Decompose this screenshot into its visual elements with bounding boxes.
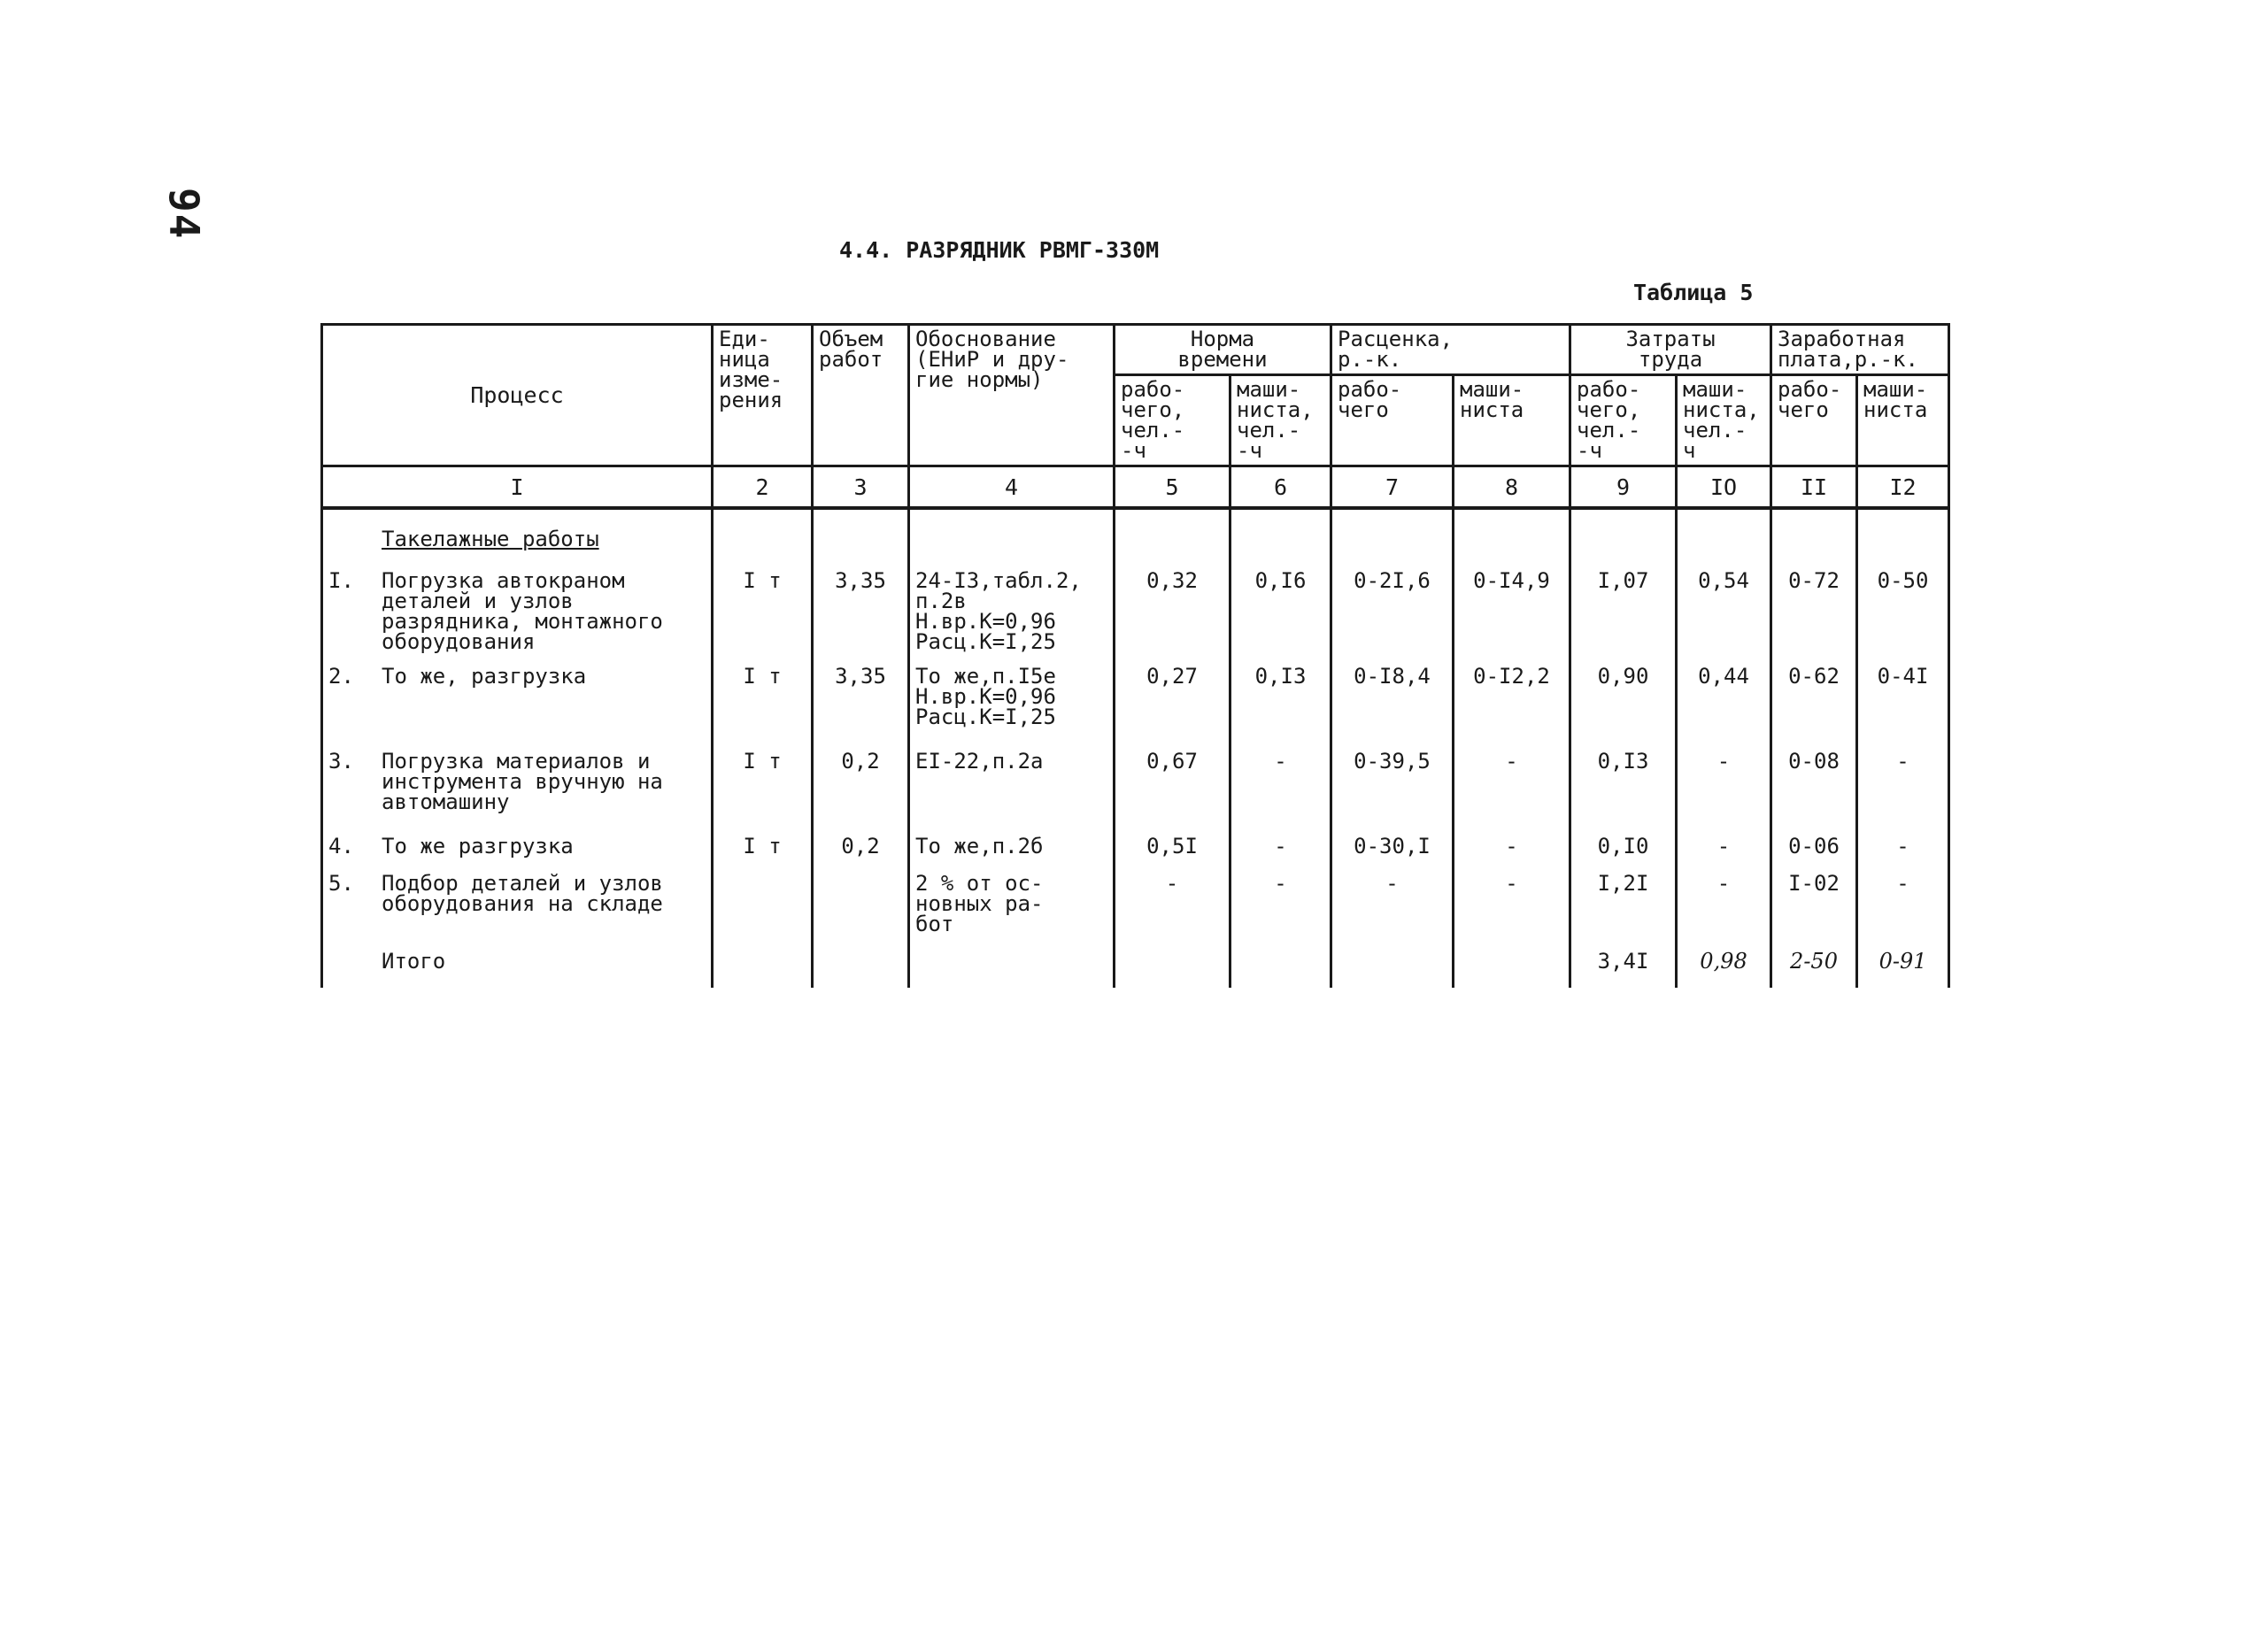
column-number: 5 [1115, 466, 1230, 509]
header-salary: Заработная плата,р.-к. [1771, 325, 1949, 375]
row-salary-machinist: - [1857, 870, 1949, 943]
row-norm-machinist: - [1230, 748, 1331, 833]
row-process: Погрузка материалов и инструмента вручную на автомашину [382, 749, 663, 814]
row-process: То же, разгрузка [382, 664, 587, 689]
row-norm-worker: 0,32 [1115, 567, 1230, 663]
row-unit: I т [713, 567, 813, 663]
header-salary-worker: рабо- чего [1771, 375, 1857, 466]
row-norm-machinist: - [1230, 870, 1331, 943]
row-basis: 2 % от ос- новных ра- бот [909, 870, 1115, 943]
row-labor-machinist: 0,44 [1677, 663, 1771, 748]
row-process: Подбор деталей и узлов оборудования на складе [382, 871, 663, 916]
column-number: 9 [1570, 466, 1677, 509]
header-rate-worker: рабо- чего [1331, 375, 1454, 466]
column-number: 6 [1230, 466, 1331, 509]
row-labor-machinist: - [1677, 833, 1771, 870]
total-labor-machinist: 0,98 [1677, 943, 1771, 988]
table-row [322, 567, 1949, 663]
row-rate-worker: 0-2I,6 [1331, 567, 1454, 663]
row-rate-machinist: - [1454, 833, 1570, 870]
row-salary-worker: 0-62 [1771, 663, 1857, 748]
row-unit: I т [713, 833, 813, 870]
table-row [322, 870, 1949, 943]
row-salary-machinist: 0-4I [1857, 663, 1949, 748]
header-norm-worker: рабо- чего, чел.- -ч [1115, 375, 1230, 466]
row-labor-worker: 0,90 [1570, 663, 1677, 748]
header-volume: Объем работ [813, 325, 909, 466]
row-unit: I т [713, 663, 813, 748]
row-rate-worker: 0-30,I [1331, 833, 1454, 870]
header-labor-worker: рабо- чего, чел.- -ч [1570, 375, 1677, 466]
table-row [322, 748, 1949, 833]
row-rate-worker: 0-39,5 [1331, 748, 1454, 833]
row-labor-worker: I,2I [1570, 870, 1677, 943]
row-salary-worker: 0-08 [1771, 748, 1857, 833]
table-row [322, 833, 1949, 870]
column-number: 4 [909, 466, 1115, 509]
row-labor-machinist: - [1677, 748, 1771, 833]
row-unit [713, 870, 813, 943]
header-rate-machinist: маши- ниста [1454, 375, 1570, 466]
row-norm-worker: 0,5I [1115, 833, 1230, 870]
total-salary-worker: 2-50 [1771, 943, 1857, 988]
section-row [322, 508, 1949, 567]
column-number: II [1771, 466, 1857, 509]
row-rate-machinist: - [1454, 870, 1570, 943]
row-unit: I т [713, 748, 813, 833]
row-volume: 3,35 [813, 567, 909, 663]
header-norm-time: Норма времени [1115, 325, 1331, 375]
total-label: Итого [322, 943, 713, 988]
row-index: 2. [328, 664, 354, 689]
row-rate-machinist: 0-I4,9 [1454, 567, 1570, 663]
row-volume: 0,2 [813, 748, 909, 833]
labor-cost-table [320, 323, 1950, 988]
document-title: 4.4. РАЗРЯДНИК РВМГ-330М [839, 237, 1160, 263]
row-salary-worker: 0-72 [1771, 567, 1857, 663]
row-volume: 3,35 [813, 663, 909, 748]
header-salary-machinist: маши- ниста [1857, 375, 1949, 466]
row-volume: 0,2 [813, 833, 909, 870]
row-salary-worker: I-02 [1771, 870, 1857, 943]
column-number: 3 [813, 466, 909, 509]
row-norm-worker: 0,27 [1115, 663, 1230, 748]
row-index: 3. [328, 749, 354, 774]
row-rate-worker: - [1331, 870, 1454, 943]
header-norm-machinist: маши- ниста, чел.- -ч [1230, 375, 1331, 466]
row-index: I. [328, 568, 354, 593]
column-number: 2 [713, 466, 813, 509]
row-norm-worker: - [1115, 870, 1230, 943]
table-caption: Таблица 5 [1633, 280, 1754, 305]
column-number: 7 [1331, 466, 1454, 509]
column-number: IO [1677, 466, 1771, 509]
table-row [322, 663, 1949, 748]
header-labor: Затраты труда [1570, 325, 1771, 375]
row-basis: То же,п.2б [909, 833, 1115, 870]
column-number: 8 [1454, 466, 1570, 509]
column-number: I2 [1857, 466, 1949, 509]
row-salary-machinist: - [1857, 833, 1949, 870]
row-labor-machinist: - [1677, 870, 1771, 943]
row-norm-machinist: 0,I3 [1230, 663, 1331, 748]
row-basis: То же,п.I5е Н.вр.К=0,96 Расц.К=I,25 [909, 663, 1115, 748]
header-unit: Еди- ница изме- рения [713, 325, 813, 466]
row-labor-worker: 0,I0 [1570, 833, 1677, 870]
row-salary-machinist: - [1857, 748, 1949, 833]
row-norm-worker: 0,67 [1115, 748, 1230, 833]
row-basis: 24-I3,табл.2, п.2в Н.вр.К=0,96 Расц.К=I,25 [909, 567, 1115, 663]
row-salary-machinist: 0-50 [1857, 567, 1949, 663]
row-norm-machinist: - [1230, 833, 1331, 870]
row-index: 5. [328, 871, 354, 896]
row-basis: ЕI-22,п.2а [909, 748, 1115, 833]
row-rate-machinist: - [1454, 748, 1570, 833]
header-process: Процесс [322, 325, 713, 466]
header-labor-machinist: маши- ниста, чел.- ч [1677, 375, 1771, 466]
row-index: 4. [328, 834, 354, 858]
row-rate-machinist: 0-I2,2 [1454, 663, 1570, 748]
section-title: Такелажные работы [322, 508, 713, 567]
row-rate-worker: 0-I8,4 [1331, 663, 1454, 748]
total-row [322, 943, 1949, 988]
row-process: Погрузка автокраном деталей и узлов разрядника, монтажного оборудования [382, 568, 663, 654]
row-salary-worker: 0-06 [1771, 833, 1857, 870]
row-labor-machinist: 0,54 [1677, 567, 1771, 663]
row-volume [813, 870, 909, 943]
row-norm-machinist: 0,I6 [1230, 567, 1331, 663]
column-number: I [322, 466, 713, 509]
header-basis: Обоснование (ЕНиР и дру- гие нормы) [909, 325, 1115, 466]
total-labor-worker: 3,4I [1570, 943, 1677, 988]
total-salary-machinist: 0-91 [1857, 943, 1949, 988]
row-process: То же разгрузка [382, 834, 574, 858]
page-number: 94 [160, 188, 208, 241]
row-labor-worker: 0,I3 [1570, 748, 1677, 833]
header-rate: Расценка, р.-к. [1331, 325, 1570, 375]
row-labor-worker: I,07 [1570, 567, 1677, 663]
